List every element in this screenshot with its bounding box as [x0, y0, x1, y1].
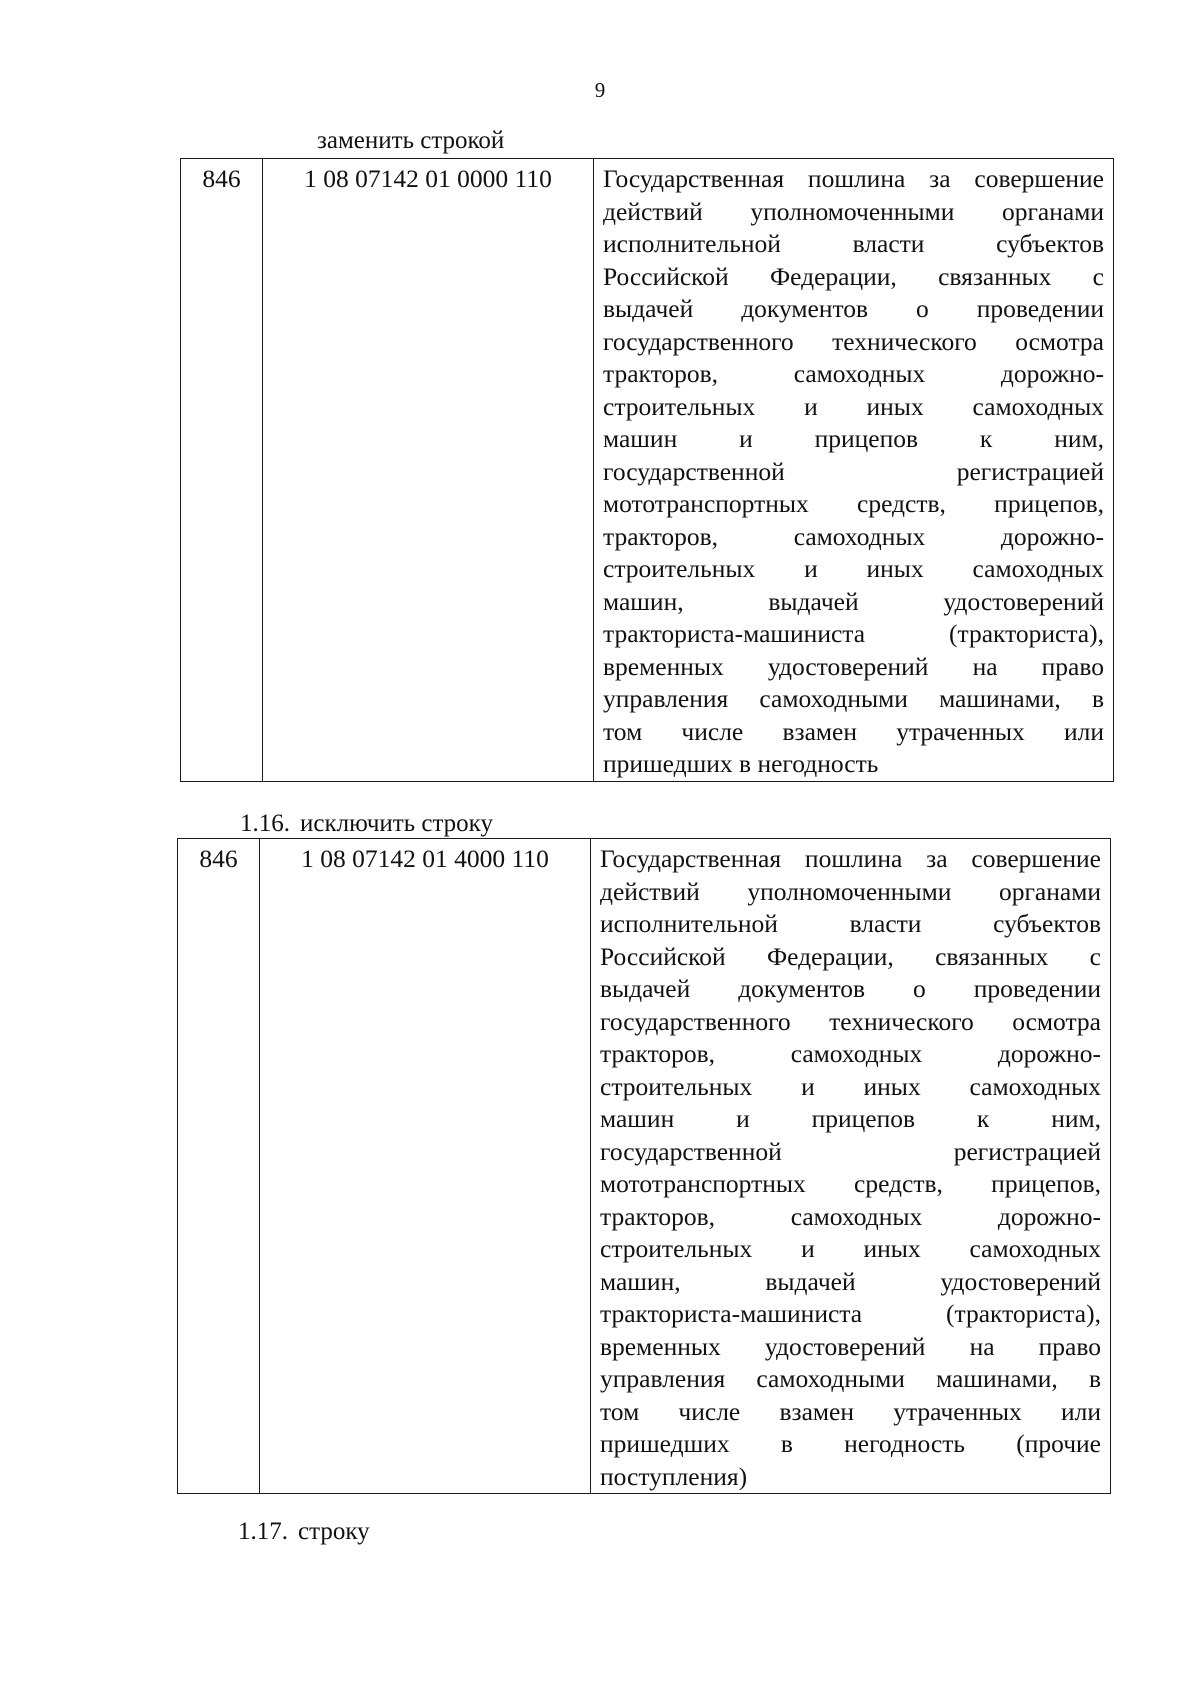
description-line: машин и прицепов к ним, [603, 424, 1104, 453]
caption-exclude-row [240, 809, 493, 839]
replacement-row-table [180, 158, 1114, 782]
admin-code-cell: 846 [181, 159, 263, 782]
table-row [178, 839, 1111, 1494]
description-line: том числе взамен утраченных или [600, 1396, 1101, 1426]
description-line: тракторов, самоходных дорожно- [603, 359, 1104, 388]
description-line: временных удостоверений на право [603, 651, 1104, 681]
description-line: машин и прицепов к ним, [600, 1104, 1101, 1133]
description-line: управления самоходными машинами, в [603, 684, 1104, 713]
description-line: государственного технического осмотра [603, 326, 1104, 356]
description-line: строительных и иных самоходных [603, 554, 1104, 583]
description-line: Российской Федерации, связанных с [603, 261, 1104, 291]
description-line: пришедших в негодность (прочие [600, 1429, 1101, 1458]
admin-code-cell: 846 [178, 839, 260, 1494]
description-line: исполнительной власти субъектов [600, 909, 1101, 938]
description-line: машин, выдачей удостоверений [603, 586, 1104, 616]
description-line: выдачей документов о проведении [600, 974, 1101, 1003]
description-line: исполнительной власти субъектов [603, 229, 1104, 258]
description-line: поступления) [600, 1461, 748, 1491]
description-line: государственной регистрацией [603, 456, 1104, 486]
description-line: государственного технического осмотра [600, 1006, 1101, 1036]
description-line: тракториста-машиниста (тракториста), [600, 1299, 1101, 1328]
table-row [181, 159, 1114, 782]
description-line: действий уполномоченными органами [603, 196, 1104, 226]
description-line: тракторов, самоходных дорожно- [603, 521, 1104, 551]
description-line: строительных и иных самоходных [603, 391, 1104, 421]
clause-text: исключить строку [300, 810, 493, 837]
income-description-cell [591, 839, 1111, 1494]
description-line: действий уполномоченными органами [600, 876, 1101, 906]
description-line: пришедших в негодность [603, 749, 879, 778]
caption-replace-with-row: заменить строкой [317, 127, 505, 154]
description-line: Государственная пошлина за совершение [600, 844, 1101, 873]
description-line: выдачей документов о проведении [603, 294, 1104, 323]
description-line: тракторов, самоходных дорожно- [600, 1039, 1101, 1068]
description-line: том числе взамен утраченных или [603, 716, 1104, 746]
income-description-cell [594, 159, 1114, 782]
description-line: Государственная пошлина за совершение [603, 164, 1104, 193]
description-line: машин, выдачей удостоверений [600, 1266, 1101, 1296]
description-line: управления самоходными машинами, в [600, 1364, 1101, 1393]
description-line: временных удостоверений на право [600, 1331, 1101, 1361]
description-line: мототранспортных средств, прицепов, [600, 1169, 1101, 1198]
description-line: строительных и иных самоходных [600, 1234, 1101, 1263]
excluded-row-table [177, 838, 1111, 1494]
description-line: тракторов, самоходных дорожно- [600, 1201, 1101, 1231]
description-line: строительных и иных самоходных [600, 1071, 1101, 1101]
page-number: 9 [594, 78, 606, 102]
description-line: мототранспортных средств, прицепов, [603, 489, 1104, 518]
clause-text: строку [298, 1518, 370, 1545]
budget-classification-code-cell: 1 08 07142 01 0000 110 [263, 159, 594, 782]
clause-number: 1.16. [240, 810, 290, 837]
description-line: Российской Федерации, связанных с [600, 941, 1101, 971]
caption-row-clause [238, 1517, 370, 1547]
description-line: государственной регистрацией [600, 1136, 1101, 1166]
budget-classification-code-cell: 1 08 07142 01 4000 110 [260, 839, 591, 1494]
clause-number: 1.17. [238, 1518, 288, 1545]
description-line: тракториста-машиниста (тракториста), [603, 619, 1104, 648]
